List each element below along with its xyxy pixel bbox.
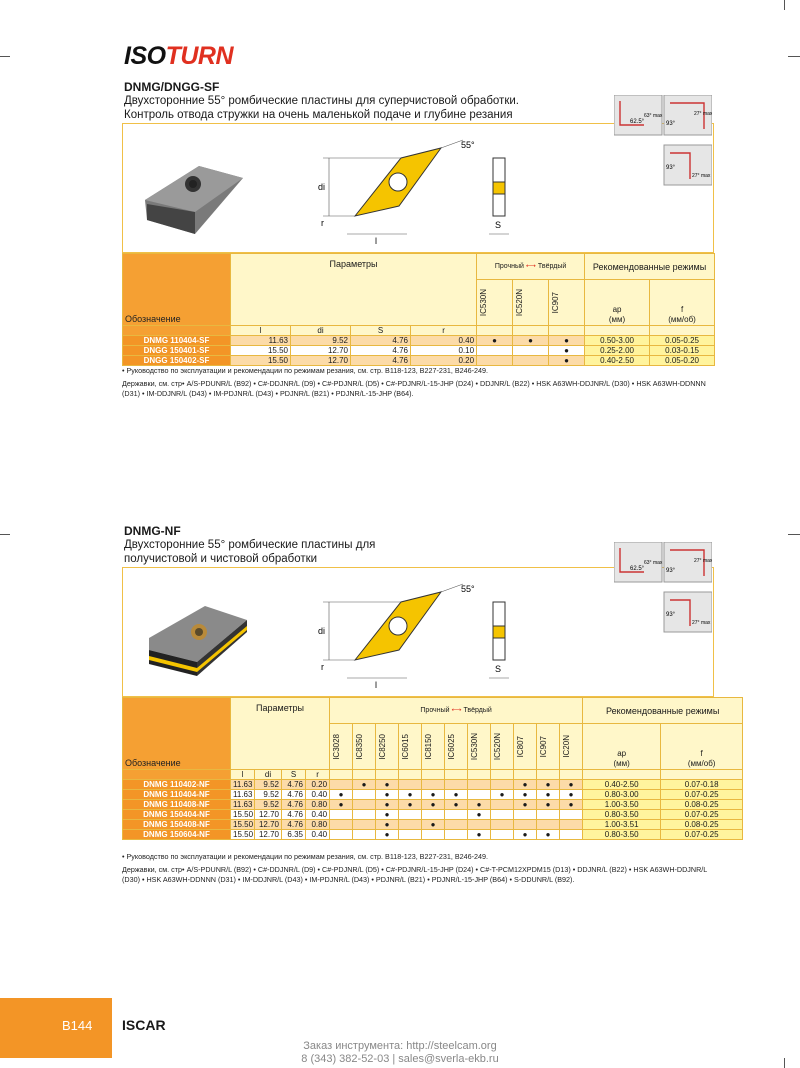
grade-spacer xyxy=(330,770,353,780)
param-cell-l: 15.50 xyxy=(231,346,291,356)
grade-spacer xyxy=(376,770,399,780)
designation-header: Обозначение xyxy=(123,698,231,770)
col-r: r xyxy=(306,770,330,780)
section1-desc-line2: Контроль отвода стружки на очень маленькой подаче и глубине резания xyxy=(124,109,513,121)
f-cell: 0.05-0.20 xyxy=(650,356,715,366)
ap-cell: 0.50-3.00 xyxy=(585,336,650,346)
designation-header: Обозначение xyxy=(123,254,231,326)
grade-mark-cell xyxy=(399,780,422,790)
section2-pictograms xyxy=(614,542,712,634)
col-l: l xyxy=(231,770,255,780)
section2-desc-line2: получистовой и чистовой обработки xyxy=(124,553,318,565)
grade-mark-cell: ● xyxy=(560,790,583,800)
table-row xyxy=(123,356,715,366)
grade-spacer xyxy=(422,770,445,780)
dim-di-label: di xyxy=(318,626,326,636)
insert-photo xyxy=(143,602,251,682)
grade-mark-cell: ● xyxy=(422,800,445,810)
grade-col: IC907 xyxy=(549,280,585,326)
f-cell: 0.03-0.15 xyxy=(650,346,715,356)
ap-cell: 0.40-2.50 xyxy=(583,780,661,790)
grade-mark-cell xyxy=(330,830,353,840)
grade-spacer xyxy=(560,770,583,780)
section2-desc-line1: Двухсторонние 55° ромбические пластины для xyxy=(124,539,376,551)
f-cell: 0.07-0.25 xyxy=(661,830,743,840)
grade-mark-cell xyxy=(353,800,376,810)
table-row xyxy=(123,820,743,830)
param-cell-s: 4.76 xyxy=(282,800,306,810)
grade-mark-cell: ● xyxy=(537,780,560,790)
svg-text:27° max: 27° max xyxy=(692,620,711,626)
ap-cell: 1.00-3.50 xyxy=(583,800,661,810)
grade-mark-cell: ● xyxy=(513,336,549,346)
grade-scale-header: Прочный ⟷ Твёрдый xyxy=(330,698,583,724)
grade-mark-cell xyxy=(491,820,514,830)
section2-note-guide: • Руководство по эксплуатации и рекомендации по режимам резания, см. стр. B118-123, B227-231, B246-249. xyxy=(122,852,489,861)
f-header: f (мм/об) xyxy=(661,724,743,770)
application-pictogram xyxy=(614,542,712,634)
grade-mark-cell: ● xyxy=(330,790,353,800)
grade-mark-cell xyxy=(422,780,445,790)
grade-mark-cell xyxy=(468,820,491,830)
grade-mark-cell: ● xyxy=(468,810,491,820)
grade-mark-cell xyxy=(468,790,491,800)
footer-brand: ISCAR xyxy=(122,1017,166,1033)
param-cell-r: 0.40 xyxy=(306,810,330,820)
grade-mark-cell xyxy=(399,830,422,840)
param-cell-s: 4.76 xyxy=(351,356,411,366)
grade-mark-cell xyxy=(514,810,537,820)
col-s: S xyxy=(351,326,411,336)
grade-spacer xyxy=(353,770,376,780)
table-row xyxy=(123,336,715,346)
insert-schematic xyxy=(303,574,533,692)
svg-text:62.5°: 62.5° xyxy=(630,119,645,125)
grade-col: IC520N xyxy=(513,280,549,326)
grade-col: IC530N xyxy=(477,280,513,326)
grade-mark-cell xyxy=(537,820,560,830)
svg-text:93°: 93° xyxy=(666,568,676,574)
ap-spacer xyxy=(583,770,661,780)
grade-mark-cell: ● xyxy=(399,790,422,800)
grade-mark-cell: ● xyxy=(560,800,583,810)
dim-r-label: r xyxy=(321,218,324,228)
section1-pictograms xyxy=(614,95,712,187)
grade-mark-cell xyxy=(399,810,422,820)
grade-mark-cell xyxy=(445,820,468,830)
grade-col: IC8350 xyxy=(353,724,376,770)
col-l: l xyxy=(231,326,291,336)
grade-mark-cell xyxy=(514,820,537,830)
param-cell-s: 4.76 xyxy=(282,780,306,790)
page-number: B144 xyxy=(62,1018,93,1033)
svg-text:27° max: 27° max xyxy=(692,173,711,179)
param-cell-r: 0.80 xyxy=(306,820,330,830)
designation-cell: DNMG 150404-NF xyxy=(123,810,231,820)
crop-mark xyxy=(0,56,10,57)
param-cell-di: 9.52 xyxy=(255,780,282,790)
param-cell-di: 12.70 xyxy=(255,810,282,820)
grade-mark-cell: ● xyxy=(376,790,399,800)
ap-header: ap (мм) xyxy=(583,724,661,770)
grade-scale-header: Прочный ⟷ Твёрдый xyxy=(477,254,585,280)
grade-col: IC3028 xyxy=(330,724,353,770)
grade-spacer xyxy=(468,770,491,780)
svg-text:93°: 93° xyxy=(666,612,676,618)
param-cell-di: 9.52 xyxy=(255,790,282,800)
grade-mark-cell: ● xyxy=(468,800,491,810)
crop-mark xyxy=(788,56,800,57)
col-s: S xyxy=(282,770,306,780)
col-di: di xyxy=(291,326,351,336)
svg-text:27° max: 27° max xyxy=(694,111,712,117)
dim-r-label: r xyxy=(321,662,324,672)
grade-mark-cell: ● xyxy=(422,820,445,830)
param-cell-s: 4.76 xyxy=(282,790,306,800)
col-r: r xyxy=(411,326,477,336)
svg-text:27° max: 27° max xyxy=(694,558,712,564)
params-header: Параметры xyxy=(231,254,477,326)
section1-note-holders: Державки, см. стр• A/S-PDUNR/L (B92) • C#-DDJNR/L (D9) • C#-PDJNR/L (D5) • C#-PDJNR/L-15-JHP (D24) • DDJNR/L (B22) • HSK A63WH-DDJNR/L (D30) • HSK A63WH-DDNNN (D31) • IM-DDJNR/L (D43) • IM-PDJNR/L (D43) • PDJNR/L (B21) • PDJNR/L-15-JHP (B64). xyxy=(122,379,706,398)
section2-notes xyxy=(122,852,722,885)
param-cell-r: 0.40 xyxy=(306,830,330,840)
grade-mark-cell xyxy=(353,810,376,820)
param-cell-s: 4.76 xyxy=(282,810,306,820)
svg-text:63° max: 63° max xyxy=(644,113,663,119)
grade-mark-cell: ● xyxy=(399,800,422,810)
grade-mark-cell: ● xyxy=(376,810,399,820)
grade-col: IC8150 xyxy=(422,724,445,770)
designation-cell: DNGG 150402-SF xyxy=(123,356,231,366)
ap-cell: 1.00-3.51 xyxy=(583,820,661,830)
grade-mark-cell xyxy=(353,830,376,840)
grade-mark-cell: ● xyxy=(549,356,585,366)
designation-spacer xyxy=(123,770,231,780)
params-header: Параметры xyxy=(231,698,330,770)
ap-cell: 0.25-2.00 xyxy=(585,346,650,356)
grade-mark-cell: ● xyxy=(477,336,513,346)
grade-mark-cell xyxy=(445,810,468,820)
crop-mark xyxy=(784,0,785,10)
designation-cell: DNMG 150604-NF xyxy=(123,830,231,840)
param-cell-l: 11.63 xyxy=(231,790,255,800)
table-row xyxy=(123,830,743,840)
param-cell-di: 9.52 xyxy=(291,336,351,346)
grade-mark-cell: ● xyxy=(560,780,583,790)
dim-s-label: S xyxy=(495,664,502,674)
grade-mark-cell xyxy=(422,830,445,840)
dim-l-label: l xyxy=(375,236,377,246)
grade-mark-cell xyxy=(468,780,491,790)
grade-mark-cell: ● xyxy=(376,800,399,810)
crop-mark xyxy=(788,534,800,535)
param-cell-l: 11.63 xyxy=(231,780,255,790)
designation-cell: DNMG 150408-NF xyxy=(123,820,231,830)
grade-mark-cell: ● xyxy=(376,830,399,840)
param-cell-r: 0.20 xyxy=(306,780,330,790)
angle-label: 55° xyxy=(461,584,475,594)
section1-notes xyxy=(122,366,722,399)
grade-col: IC520N xyxy=(491,724,514,770)
grade-mark-cell xyxy=(477,346,513,356)
grade-mark-cell xyxy=(491,810,514,820)
grade-mark-cell: ● xyxy=(549,336,585,346)
table-row xyxy=(123,800,743,810)
insert-schematic xyxy=(303,130,533,248)
table-row xyxy=(123,346,715,356)
param-cell-l: 15.50 xyxy=(231,830,255,840)
grade-mark-cell: ● xyxy=(353,780,376,790)
param-cell-s: 4.76 xyxy=(351,346,411,356)
grade-col: IC807 xyxy=(514,724,537,770)
logo-part-iso: ISO xyxy=(124,42,166,70)
f-cell: 0.08-0.25 xyxy=(661,820,743,830)
param-cell-l: 15.50 xyxy=(231,810,255,820)
grade-mark-cell: ● xyxy=(445,790,468,800)
table-row xyxy=(123,790,743,800)
param-cell-r: 0.80 xyxy=(306,800,330,810)
isoturn-logo xyxy=(124,42,233,71)
grade-mark-cell: ● xyxy=(376,780,399,790)
f-cell: 0.07-0.25 xyxy=(661,790,743,800)
insert-photo xyxy=(139,160,247,240)
grade-mark-cell: ● xyxy=(514,790,537,800)
grade-mark-cell xyxy=(445,780,468,790)
grade-spacer xyxy=(399,770,422,780)
param-cell-s: 4.76 xyxy=(351,336,411,346)
ap-cell: 0.80-3.50 xyxy=(583,810,661,820)
logo-part-turn: TURN xyxy=(165,42,234,70)
param-cell-r: 0.10 xyxy=(411,346,477,356)
section1-desc-line1: Двухсторонние 55° ромбические пластины для суперчистовой обработки. xyxy=(124,95,519,107)
section1-title: DNMG/DNGG-SF xyxy=(124,80,220,94)
col-di: di xyxy=(255,770,282,780)
grade-mark-cell xyxy=(537,810,560,820)
section1-note-guide: • Руководство по эксплуатации и рекомендации по режимам резания, см. стр. B118-123, B227-231, B246-249. xyxy=(122,366,489,375)
grade-mark-cell xyxy=(491,830,514,840)
table-row xyxy=(123,810,743,820)
grade-mark-cell: ● xyxy=(537,790,560,800)
grade-col: IC6015 xyxy=(399,724,422,770)
grade-mark-cell xyxy=(445,830,468,840)
param-cell-s: 6.35 xyxy=(282,830,306,840)
grade-mark-cell xyxy=(560,830,583,840)
grade-mark-cell xyxy=(330,810,353,820)
designation-cell: DNMG 110404-NF xyxy=(123,790,231,800)
grade-mark-cell: ● xyxy=(468,830,491,840)
contact-line1: Заказ инструмента: http://steelcam.org xyxy=(303,1040,497,1052)
param-cell-l: 11.63 xyxy=(231,336,291,346)
grade-mark-cell xyxy=(477,356,513,366)
designation-cell: DNMG 110408-NF xyxy=(123,800,231,810)
grade-spacer xyxy=(537,770,560,780)
grade-mark-cell xyxy=(353,820,376,830)
svg-text:62.5°: 62.5° xyxy=(630,566,645,572)
f-cell: 0.07-0.18 xyxy=(661,780,743,790)
param-cell-r: 0.40 xyxy=(306,790,330,800)
section1-description xyxy=(124,94,564,122)
grade-spacer xyxy=(514,770,537,780)
grade-mark-cell xyxy=(330,780,353,790)
param-cell-s: 4.76 xyxy=(282,820,306,830)
grade-mark-cell xyxy=(491,780,514,790)
param-cell-l: 11.63 xyxy=(231,800,255,810)
rec-header: Рекомендованные режимы xyxy=(585,254,715,280)
designation-spacer xyxy=(123,326,231,336)
f-cell: 0.08-0.25 xyxy=(661,800,743,810)
grade-mark-cell: ● xyxy=(491,790,514,800)
grade-spacer xyxy=(491,770,514,780)
grade-mark-cell xyxy=(513,346,549,356)
grade-col: IC6025 xyxy=(445,724,468,770)
section2-spec-table xyxy=(122,697,743,840)
svg-text:63° max: 63° max xyxy=(644,560,663,566)
grade-mark-cell: ● xyxy=(549,346,585,356)
designation-cell: DNMG 110402-NF xyxy=(123,780,231,790)
ap-header: ap (мм) xyxy=(585,280,650,326)
svg-text:93°: 93° xyxy=(666,165,676,171)
grade-spacer xyxy=(445,770,468,780)
section2-title: DNMG-NF xyxy=(124,524,181,538)
param-cell-l: 15.50 xyxy=(231,356,291,366)
grade-mark-cell xyxy=(560,810,583,820)
grade-col: IC530N xyxy=(468,724,491,770)
grade-mark-cell: ● xyxy=(514,800,537,810)
param-cell-di: 12.70 xyxy=(291,356,351,366)
grade-mark-cell: ● xyxy=(422,790,445,800)
grade-col: IC8250 xyxy=(376,724,399,770)
ap-cell: 0.80-3.50 xyxy=(583,830,661,840)
contact-line2: 8 (343) 382-52-03 | sales@sverla-ekb.ru xyxy=(301,1053,499,1065)
f-cell: 0.07-0.25 xyxy=(661,810,743,820)
param-cell-r: 0.20 xyxy=(411,356,477,366)
section2-description xyxy=(124,538,564,566)
grade-mark-cell: ● xyxy=(330,800,353,810)
svg-text:93°: 93° xyxy=(666,121,676,127)
dim-di-label: di xyxy=(318,182,326,192)
f-spacer xyxy=(661,770,743,780)
param-cell-di: 12.70 xyxy=(255,830,282,840)
grade-mark-cell xyxy=(330,820,353,830)
grade-col: IC20N xyxy=(560,724,583,770)
param-cell-di: 12.70 xyxy=(291,346,351,356)
param-cell-l: 15.50 xyxy=(231,820,255,830)
grade-mark-cell xyxy=(399,820,422,830)
section2-note-holders: Державки, см. стр• A/S-PDUNR/L (B92) • C#-DDJNR/L (D9) • C#-PDJNR/L (D5) • C#-PDJNR/L-15-JHP (D24) • C#-T-PCM12XPDM15 (D13) • DDJNR/L (B22) • HSK A63WH-DDJNR/L (D30) • HSK A63WH-DDNNN (D31) • IM-DDJNR/L (D43) • IM-PDJNR/L (D43) • PDJNR/L (B21) • PDJNR/L-15-JHP (B64) • S-DDUNR/L (B92). xyxy=(122,865,708,884)
grade-mark-cell xyxy=(422,810,445,820)
param-cell-di: 9.52 xyxy=(255,800,282,810)
grade-mark-cell xyxy=(491,800,514,810)
crop-mark xyxy=(0,534,10,535)
table-row xyxy=(123,780,743,790)
dim-l-label: l xyxy=(375,680,377,690)
grade-mark-cell xyxy=(353,790,376,800)
section1-spec-table xyxy=(122,253,715,366)
grade-mark-cell: ● xyxy=(514,780,537,790)
grade-col: IC907 xyxy=(537,724,560,770)
param-cell-di: 12.70 xyxy=(255,820,282,830)
grade-mark-cell: ● xyxy=(376,820,399,830)
grade-mark-cell: ● xyxy=(514,830,537,840)
grade-mark-cell xyxy=(560,820,583,830)
application-pictogram xyxy=(614,95,712,187)
grade-mark-cell: ● xyxy=(537,800,560,810)
grade-mark-cell: ● xyxy=(445,800,468,810)
rec-header: Рекомендованные режимы xyxy=(583,698,743,724)
f-cell: 0.05-0.25 xyxy=(650,336,715,346)
ap-cell: 0.80-3.00 xyxy=(583,790,661,800)
f-header: f (мм/об) xyxy=(650,280,715,326)
grade-mark-cell: ● xyxy=(537,830,560,840)
grade-mark-cell xyxy=(513,356,549,366)
designation-cell: DNMG 110404-SF xyxy=(123,336,231,346)
ap-cell: 0.40-2.50 xyxy=(585,356,650,366)
angle-label: 55° xyxy=(461,140,475,150)
dim-s-label: S xyxy=(495,220,502,230)
designation-cell: DNGG 150401-SF xyxy=(123,346,231,356)
param-cell-r: 0.40 xyxy=(411,336,477,346)
